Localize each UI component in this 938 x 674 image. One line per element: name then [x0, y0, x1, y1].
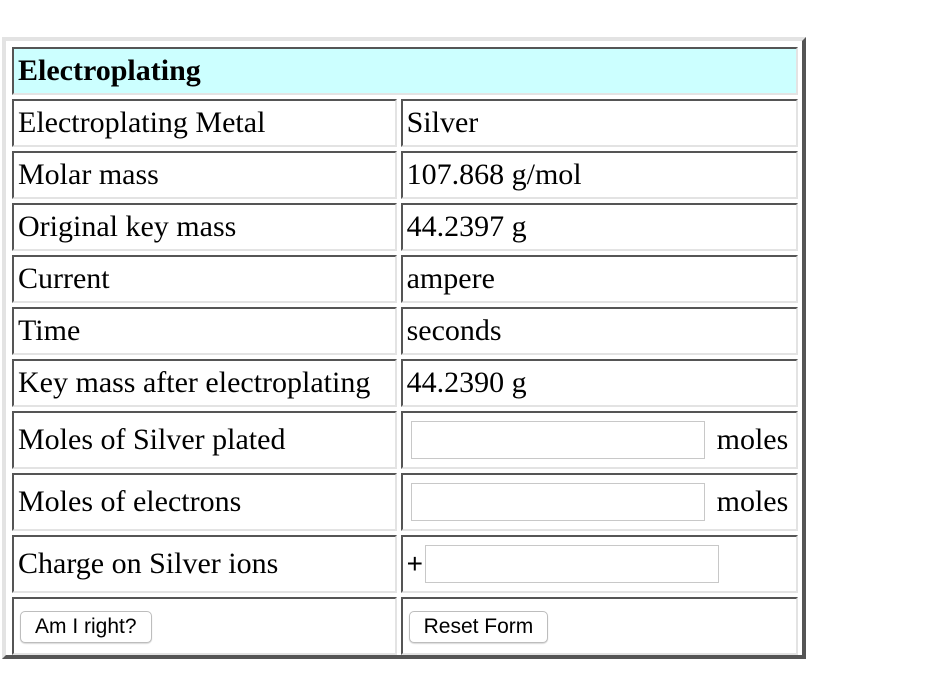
table-row [12, 535, 798, 593]
moles-electrons-label: Moles of electrons [12, 473, 397, 531]
table-row [12, 473, 798, 531]
reset-cell [401, 597, 798, 655]
electroplating-panel [2, 37, 806, 659]
check-cell [12, 597, 397, 655]
charge-input[interactable] [425, 545, 719, 583]
metal-label: Electroplating Metal [12, 99, 397, 147]
table-title: Electroplating [12, 47, 798, 95]
table-row [12, 203, 798, 251]
table-row [12, 255, 798, 303]
charge-label: Charge on Silver ions [12, 535, 397, 593]
moles-plated-input[interactable] [411, 421, 705, 459]
moles-plated-label: Moles of Silver plated [12, 411, 397, 469]
table-row [12, 359, 798, 407]
table-row [12, 307, 798, 355]
metal-value: Silver [401, 99, 798, 147]
molar-mass-value: 107.868 g/mol [401, 151, 798, 199]
table-row [12, 597, 798, 655]
key-mass-after-value: 44.2390 g [401, 359, 798, 407]
moles-plated-unit: moles [716, 423, 789, 456]
electroplating-table [8, 43, 802, 659]
reset-form-button[interactable]: Reset Form [409, 611, 549, 643]
table-row [12, 411, 798, 469]
time-value: seconds [401, 307, 798, 355]
moles-plated-cell [401, 411, 798, 469]
key-mass-after-label: Key mass after electroplating [12, 359, 397, 407]
time-label: Time [12, 307, 397, 355]
table-row [12, 99, 798, 147]
moles-electrons-input[interactable] [411, 483, 705, 521]
current-label: Current [12, 255, 397, 303]
charge-prefix: + [406, 548, 423, 579]
original-key-mass-label: Original key mass [12, 203, 397, 251]
original-key-mass-value: 44.2397 g [401, 203, 798, 251]
am-i-right-button[interactable]: Am I right? [20, 611, 152, 643]
current-value: ampere [401, 255, 798, 303]
moles-electrons-cell [401, 473, 798, 531]
charge-cell [401, 535, 798, 593]
molar-mass-label: Molar mass [12, 151, 397, 199]
table-row [12, 151, 798, 199]
moles-electrons-unit: moles [716, 485, 789, 518]
